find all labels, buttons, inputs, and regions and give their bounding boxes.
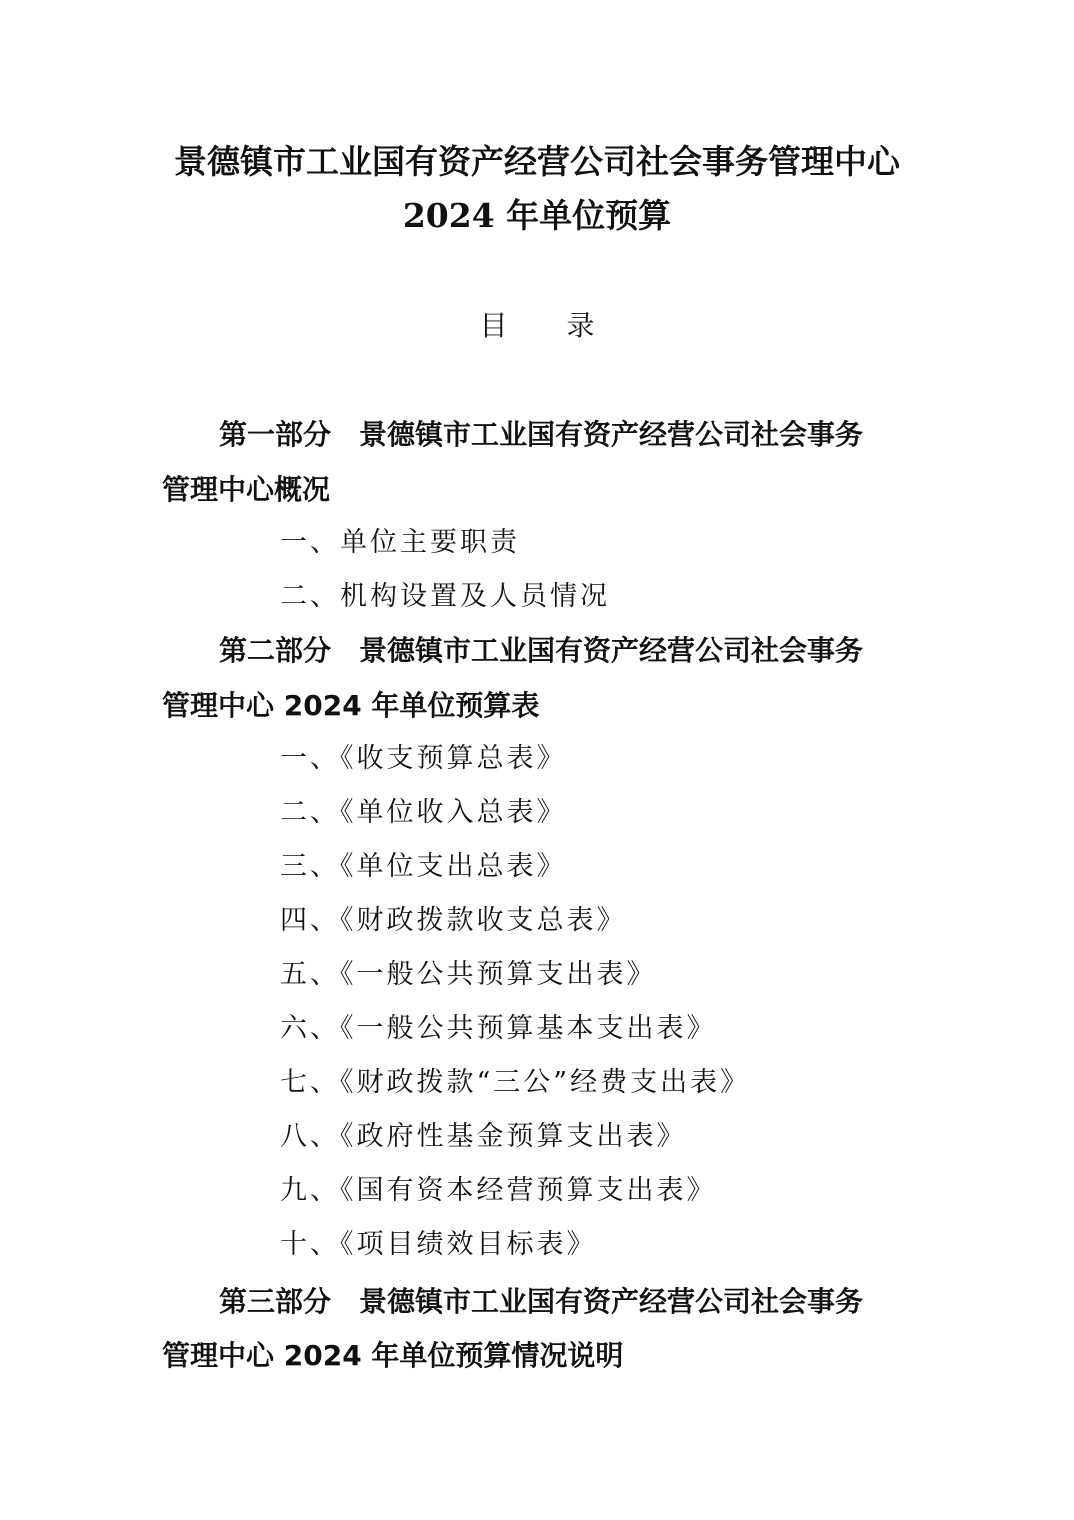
part-2-item-2: 二、《单位收入总表》: [280, 797, 567, 828]
part-2-item-7: 七、《财政拨款“三公”经费支出表》: [280, 1067, 751, 1098]
part-2-heading-continued: 管理中心 2024 年单位预算表: [162, 689, 540, 722]
part-2-item-10: 十、《项目绩效目标表》: [280, 1229, 597, 1260]
part-2-item-1: 一、《收支预算总表》: [280, 743, 567, 774]
part-3-heading-continued: 管理中心 2024 年单位预算情况说明: [162, 1339, 624, 1372]
document-title-line-2: 2024 年单位预算: [402, 196, 672, 235]
part-2-item-3: 三、《单位支出总表》: [280, 851, 567, 882]
part-1-item-1: 一、单位主要职责: [280, 527, 520, 558]
part-1-heading-continued: 管理中心概况: [162, 473, 331, 506]
toc-heading: 目 录: [479, 309, 595, 342]
part-1-item-2: 二、机构设置及人员情况: [280, 581, 610, 612]
part-3-heading: 第三部分 景德镇市工业国有资产经营公司社会事务: [219, 1285, 864, 1318]
part-2-item-8: 八、《政府性基金预算支出表》: [280, 1121, 687, 1152]
part-2-item-9: 九、《国有资本经营预算支出表》: [280, 1175, 717, 1206]
part-1-heading: 第一部分 景德镇市工业国有资产经营公司社会事务: [219, 418, 864, 451]
part-2-item-5: 五、《一般公共预算支出表》: [280, 959, 657, 990]
part-2-item-6: 六、《一般公共预算基本支出表》: [280, 1013, 717, 1044]
document-title-line-1: 景德镇市工业国有资产经营公司社会事务管理中心: [174, 142, 900, 181]
part-2-heading: 第二部分 景德镇市工业国有资产经营公司社会事务: [219, 634, 864, 667]
part-2-item-4: 四、《财政拨款收支总表》: [280, 905, 627, 936]
